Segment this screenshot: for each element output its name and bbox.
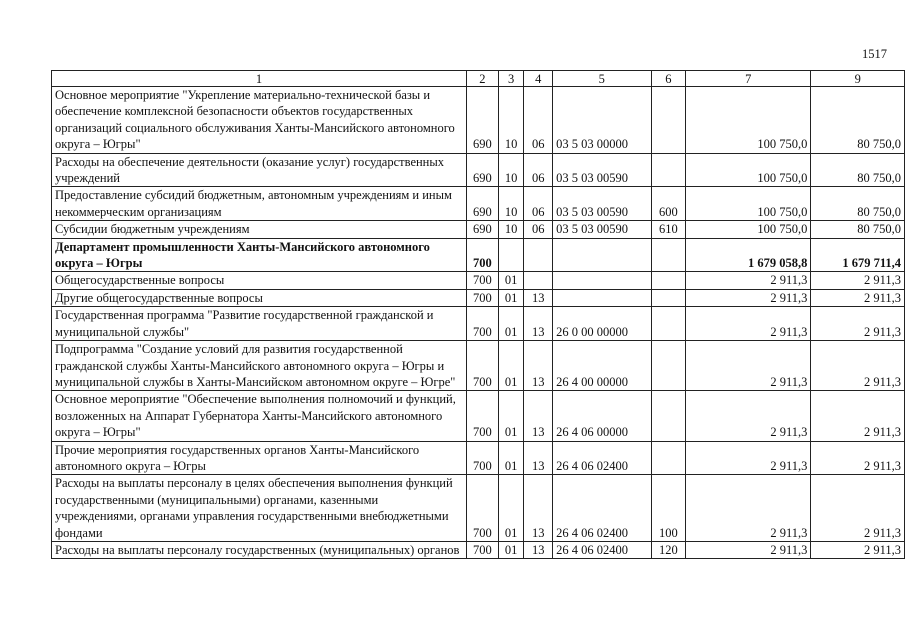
row-amount-col7-cell: 2 911,3 <box>686 272 811 289</box>
row-admin-code-cell: 700 <box>466 441 498 475</box>
row-amount-col9-cell: 2 911,3 <box>811 307 905 341</box>
row-section-cell: 01 <box>498 307 524 341</box>
row-name-cell: Департамент промышленности Ханты-Мансийского автономного округа – Югры <box>52 238 467 272</box>
row-amount-col9-cell: 2 911,3 <box>811 341 905 391</box>
row-subsection-cell <box>524 238 553 272</box>
row-subsection-cell: 06 <box>524 87 553 154</box>
column-header: 1 <box>52 71 467 87</box>
table-row <box>52 341 905 391</box>
row-section-cell: 01 <box>498 441 524 475</box>
table-row <box>52 541 905 558</box>
row-amount-col9-cell: 2 911,3 <box>811 441 905 475</box>
row-amount-col9-cell: 80 750,0 <box>811 153 905 187</box>
row-amount-col9-cell: 2 911,3 <box>811 475 905 542</box>
row-section-cell: 01 <box>498 289 524 306</box>
row-name-cell: Основное мероприятие "Укрепление материально-технической базы и обеспечение комплексной безопасности объектов государственных организаций социального обслуживания Ханты-Мансийского автономного округа – Югры" <box>52 87 467 154</box>
row-amount-col7-cell: 2 911,3 <box>686 391 811 441</box>
table-row <box>52 475 905 542</box>
column-header: 4 <box>524 71 553 87</box>
column-header: 2 <box>466 71 498 87</box>
page-number: 1517 <box>862 47 887 61</box>
row-amount-col7-cell: 2 911,3 <box>686 289 811 306</box>
row-target-article-cell: 03 5 03 00000 <box>553 87 651 154</box>
row-expense-type-cell: 120 <box>651 541 686 558</box>
budget-table <box>51 70 905 559</box>
table-header-row <box>52 71 905 87</box>
row-target-article-cell: 26 4 00 00000 <box>553 341 651 391</box>
row-name-cell: Прочие мероприятия государственных органов Ханты-Мансийского автономного округа – Югры <box>52 441 467 475</box>
row-amount-col7-cell: 2 911,3 <box>686 441 811 475</box>
row-amount-col7-cell: 2 911,3 <box>686 341 811 391</box>
row-target-article-cell <box>553 238 651 272</box>
table-row <box>52 441 905 475</box>
table-row <box>52 87 905 154</box>
column-header: 3 <box>498 71 524 87</box>
row-amount-col9-cell: 2 911,3 <box>811 289 905 306</box>
row-amount-col7-cell: 100 750,0 <box>686 153 811 187</box>
row-subsection-cell: 13 <box>524 441 553 475</box>
row-amount-col7-cell: 2 911,3 <box>686 307 811 341</box>
row-admin-code-cell: 690 <box>466 87 498 154</box>
row-target-article-cell: 26 4 06 02400 <box>553 475 651 542</box>
row-section-cell <box>498 238 524 272</box>
row-amount-col7-cell: 100 750,0 <box>686 87 811 154</box>
row-target-article-cell: 26 0 00 00000 <box>553 307 651 341</box>
row-target-article-cell: 26 4 06 02400 <box>553 541 651 558</box>
row-admin-code-cell: 700 <box>466 289 498 306</box>
row-subsection-cell: 06 <box>524 187 553 221</box>
row-name-cell: Предоставление субсидий бюджетным, автономным учреждениям и иным некоммерческим организациям <box>52 187 467 221</box>
row-section-cell: 01 <box>498 541 524 558</box>
row-admin-code-cell: 700 <box>466 475 498 542</box>
table-row <box>52 391 905 441</box>
table-row <box>52 153 905 187</box>
row-amount-col9-cell: 2 911,3 <box>811 541 905 558</box>
row-admin-code-cell: 690 <box>466 187 498 221</box>
row-admin-code-cell: 700 <box>466 307 498 341</box>
row-amount-col7-cell: 2 911,3 <box>686 541 811 558</box>
row-name-cell: Подпрограмма "Создание условий для развития государственной гражданской службы Ханты-Мансийского автономного округа – Югры и муниципальной службы в Ханты-Мансийском автономном округе – Югре" <box>52 341 467 391</box>
row-section-cell: 10 <box>498 187 524 221</box>
row-amount-col9-cell: 1 679 711,4 <box>811 238 905 272</box>
row-subsection-cell: 13 <box>524 307 553 341</box>
row-amount-col7-cell: 100 750,0 <box>686 221 811 238</box>
row-admin-code-cell: 700 <box>466 541 498 558</box>
row-amount-col7-cell: 2 911,3 <box>686 475 811 542</box>
row-target-article-cell: 03 5 03 00590 <box>553 221 651 238</box>
table-row <box>52 221 905 238</box>
row-expense-type-cell: 100 <box>651 475 686 542</box>
row-target-article-cell: 26 4 06 00000 <box>553 391 651 441</box>
row-admin-code-cell: 700 <box>466 272 498 289</box>
row-target-article-cell <box>553 272 651 289</box>
row-section-cell: 10 <box>498 221 524 238</box>
row-name-cell: Другие общегосударственные вопросы <box>52 289 467 306</box>
row-amount-col9-cell: 80 750,0 <box>811 221 905 238</box>
row-expense-type-cell <box>651 289 686 306</box>
row-expense-type-cell <box>651 341 686 391</box>
row-subsection-cell: 13 <box>524 341 553 391</box>
row-name-cell: Основное мероприятие "Обеспечение выполнения полномочий и функций, возложенных на Аппарат Губернатора Ханты-Мансийского автономного округа – Югры" <box>52 391 467 441</box>
row-subsection-cell: 13 <box>524 475 553 542</box>
column-header: 7 <box>686 71 811 87</box>
row-target-article-cell: 26 4 06 02400 <box>553 441 651 475</box>
row-amount-col9-cell: 80 750,0 <box>811 187 905 221</box>
row-section-cell: 10 <box>498 87 524 154</box>
row-name-cell: Субсидии бюджетным учреждениям <box>52 221 467 238</box>
row-admin-code-cell: 700 <box>466 391 498 441</box>
row-expense-type-cell: 610 <box>651 221 686 238</box>
row-amount-col9-cell: 2 911,3 <box>811 272 905 289</box>
row-subsection-cell: 06 <box>524 153 553 187</box>
row-subsection-cell: 13 <box>524 289 553 306</box>
row-amount-col7-cell: 100 750,0 <box>686 187 811 221</box>
row-section-cell: 01 <box>498 391 524 441</box>
row-name-cell: Государственная программа "Развитие государственной гражданской и муниципальной службы" <box>52 307 467 341</box>
row-amount-col7-cell: 1 679 058,8 <box>686 238 811 272</box>
row-target-article-cell: 03 5 03 00590 <box>553 153 651 187</box>
table-row <box>52 289 905 306</box>
table-row <box>52 307 905 341</box>
row-section-cell: 01 <box>498 341 524 391</box>
row-admin-code-cell: 700 <box>466 238 498 272</box>
column-header: 5 <box>553 71 651 87</box>
row-target-article-cell: 03 5 03 00590 <box>553 187 651 221</box>
row-name-cell: Расходы на выплаты персоналу в целях обеспечения выполнения функций государственными (муниципальными) органами, казенными учреждениями, органами управления государственными внебюджетными фондами <box>52 475 467 542</box>
table-row <box>52 272 905 289</box>
row-subsection-cell: 13 <box>524 541 553 558</box>
row-expense-type-cell <box>651 441 686 475</box>
row-section-cell: 01 <box>498 272 524 289</box>
row-amount-col9-cell: 2 911,3 <box>811 391 905 441</box>
row-target-article-cell <box>553 289 651 306</box>
row-expense-type-cell <box>651 307 686 341</box>
row-expense-type-cell <box>651 391 686 441</box>
row-expense-type-cell: 600 <box>651 187 686 221</box>
table-row <box>52 238 905 272</box>
row-section-cell: 10 <box>498 153 524 187</box>
row-name-cell: Расходы на обеспечение деятельности (оказание услуг) государственных учреждений <box>52 153 467 187</box>
row-expense-type-cell <box>651 153 686 187</box>
row-subsection-cell: 06 <box>524 221 553 238</box>
row-name-cell: Общегосударственные вопросы <box>52 272 467 289</box>
row-amount-col9-cell: 80 750,0 <box>811 87 905 154</box>
row-admin-code-cell: 690 <box>466 153 498 187</box>
row-subsection-cell <box>524 272 553 289</box>
table-row <box>52 187 905 221</box>
column-header: 9 <box>811 71 905 87</box>
row-admin-code-cell: 700 <box>466 341 498 391</box>
row-section-cell: 01 <box>498 475 524 542</box>
row-expense-type-cell <box>651 238 686 272</box>
row-expense-type-cell <box>651 87 686 154</box>
column-header: 6 <box>651 71 686 87</box>
row-name-cell: Расходы на выплаты персоналу государственных (муниципальных) органов <box>52 541 467 558</box>
row-admin-code-cell: 690 <box>466 221 498 238</box>
row-expense-type-cell <box>651 272 686 289</box>
row-subsection-cell: 13 <box>524 391 553 441</box>
